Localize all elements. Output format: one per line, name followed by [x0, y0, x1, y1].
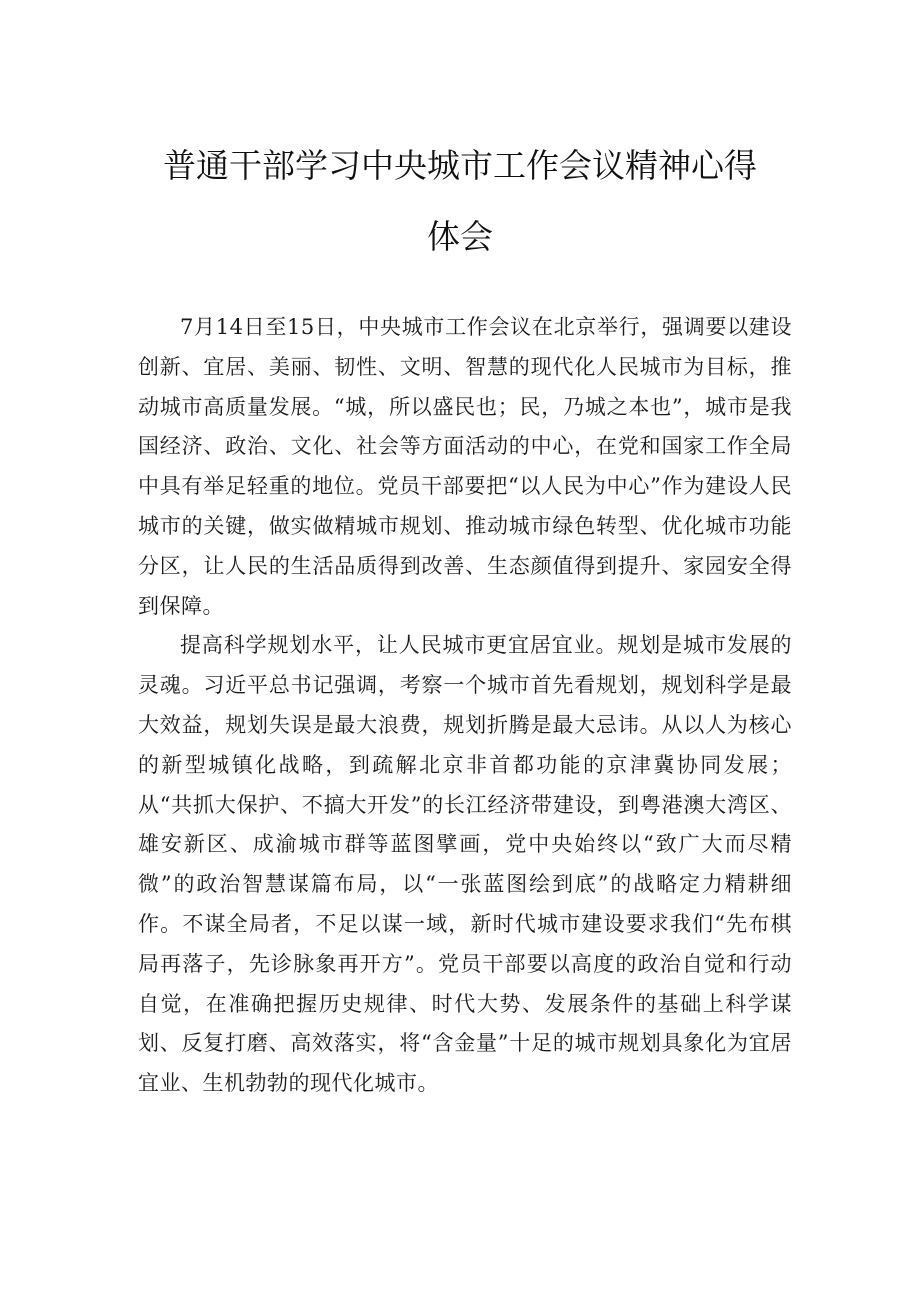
body-paragraph-2: 提高科学规划水平，让人民城市更宜居宜业。规划是城市发展的灵魂。习近平总书记强调，考察一个城市首先看规划，规划科学是最大效益，规划失误是最大浪费，规划折腾是最大忌讳。从以人为核心的新型城镇化战略，到疏解北京非首都功能的京津冀协同发展；从“共抓大保护、不搞大开发”的长江经济带建设，到粤港澳大湾区、雄安新区、成渝城市群等蓝图擘画，党中央始终以“致广大而尽精微”的政治智慧谋篇布局，以“一张蓝图绘到底”的战略定力精耕细作。不谋全局者，不足以谋一域，新时代城市建设要求我们“先布棋局再落子，先诊脉象再开方”。党员干部要以高度的政治自觉和行动自觉，在准确把握历史规律、时代大势、发展条件的基础上科学谋划、反复打磨、高效落实，将“含金量”十足的城市规划具象化为宜居宜业、生机勃勃的现代化城市。 [138, 633, 792, 1096]
body-paragraph-1: 7月14日至15日，中央城市工作会议在北京举行，强调要以建设创新、宜居、美丽、韧性、文明、智慧的现代化人民城市为目标，推动城市高质量发展。“城，所以盛民也；民，乃城之本也”，城市是我国经济、政治、文化、社会等方面活动的中心，在党和国家工作全局中具有举足轻重的地位。党员干部要把“以人民为中心”作为建设人民城市的关键，做实做精城市规划、推动城市绿色转型、优化城市功能分区，让人民的生活品质得到改善、生态颜值得到提升、家园安全得到保障。 [138, 315, 792, 618]
document-body [138, 308, 792, 1104]
document-title-line-1: 普通干部学习中央城市工作会议精神心得 [163, 146, 757, 185]
document-title-line-2: 体会 [427, 217, 493, 256]
